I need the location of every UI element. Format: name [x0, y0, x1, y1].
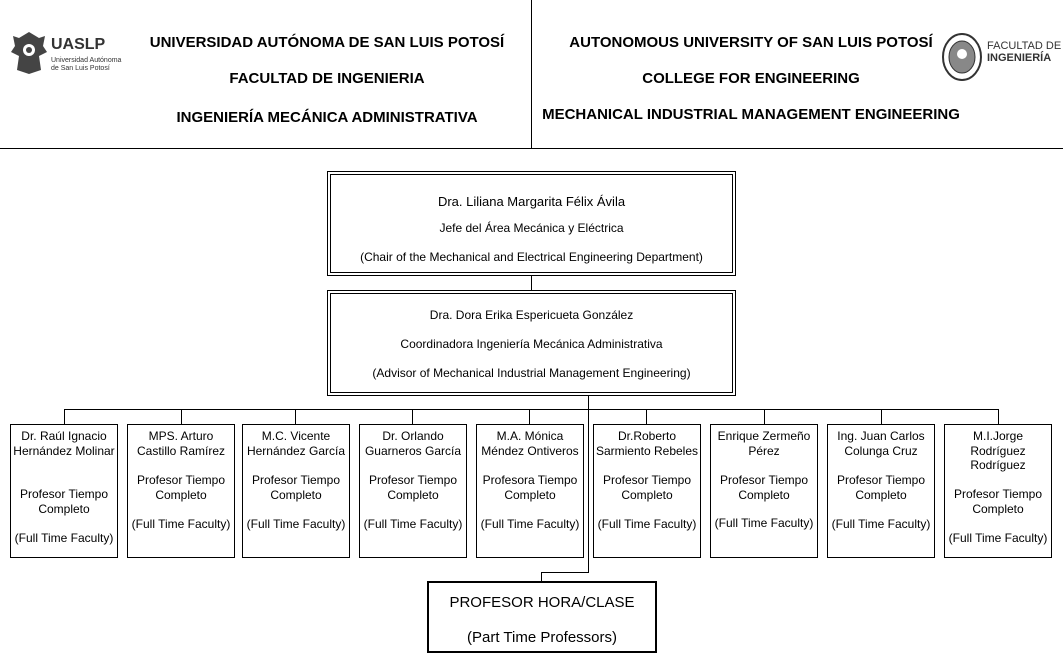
- uaslp-sub2: de San Luis Potosí: [51, 65, 110, 72]
- faculty-box-3: [242, 424, 350, 558]
- faculty-logo-line1: FACULTAD DE: [987, 40, 1062, 52]
- faculty-box-5: [476, 424, 584, 558]
- faculty-logo: [941, 32, 1062, 82]
- faculty-name: M.A. Mónica Méndez Ontiveros: [481, 429, 579, 458]
- faculty-box-2: [127, 424, 235, 558]
- connector-to-parttime-v2: [541, 572, 542, 581]
- faculty-name: M.I.Jorge Rodríguez Rodríguez: [970, 429, 1026, 472]
- faculty-role-en: (Full Time Faculty): [363, 517, 463, 531]
- faculty-role-en: (Full Time Faculty): [131, 517, 231, 531]
- faculty-seal-icon: [941, 32, 983, 82]
- chair-title-en: (Chair of the Mechanical and Electrical Engineering Department): [360, 250, 703, 264]
- advisor-name: Dra. Dora Erika Espericueta González: [429, 308, 634, 322]
- header-right-line-1: AUTONOMOUS UNIVERSITY OF SAN LUIS POTOSÍ: [569, 34, 933, 51]
- faculty-role: Profesor Tiempo Completo: [602, 473, 692, 502]
- faculty-role: Profesor Tiempo Completo: [136, 473, 226, 502]
- faculty-name: MPS. Arturo Castillo Ramírez: [136, 429, 226, 458]
- header-left-line-2: FACULTAD DE INGENIERIA: [229, 70, 425, 87]
- faculty-role: Profesor Tiempo Completo: [719, 473, 809, 502]
- faculty-name: Dr.Roberto Sarmiento Rebeles: [595, 429, 699, 458]
- faculty-role-en: (Full Time Faculty): [246, 517, 346, 531]
- header-divider: [531, 0, 532, 149]
- uaslp-logo: [9, 30, 129, 76]
- part-time-box: [427, 581, 657, 653]
- part-time-title: PROFESOR HORA/CLASE: [449, 594, 635, 611]
- connector-drop-3: [295, 409, 296, 424]
- connector-to-parttime-h: [541, 572, 589, 573]
- faculty-name: Dr. Raúl Ignacio Hernández Molinar: [13, 429, 115, 458]
- connector-drop-4: [412, 409, 413, 424]
- faculty-box-4: [359, 424, 467, 558]
- faculty-name: Ing. Juan Carlos Colunga Cruz: [837, 429, 925, 458]
- faculty-box-6: [593, 424, 701, 558]
- header-right-line-3: MECHANICAL INDUSTRIAL MANAGEMENT ENGINEERING: [542, 106, 960, 123]
- faculty-role-en: (Full Time Faculty): [714, 516, 814, 530]
- connector-to-parttime-v1: [588, 409, 589, 572]
- header-bottom-border: [0, 148, 1063, 149]
- uaslp-sub1: Universidad Autónoma: [51, 57, 122, 64]
- chair-name: Dra. Liliana Margarita Félix Ávila: [437, 194, 626, 209]
- connector-drop-1: [64, 409, 65, 424]
- faculty-role-en: (Full Time Faculty): [480, 517, 580, 531]
- faculty-role-en: (Full Time Faculty): [948, 531, 1048, 545]
- header-left-line-3: INGENIERÍA MECÁNICA ADMINISTRATIVA: [176, 109, 478, 126]
- chair-title: Jefe del Área Mecánica y Eléctrica: [439, 221, 624, 235]
- advisor-box: [327, 290, 736, 396]
- part-time-title-en: (Part Time Professors): [466, 629, 618, 646]
- faculty-box-1: [10, 424, 118, 558]
- connector-drop-5: [529, 409, 530, 424]
- connector-drop-6: [646, 409, 647, 424]
- faculty-role: Profesor Tiempo Completo: [251, 473, 341, 502]
- connector-chair-advisor: [531, 275, 532, 291]
- faculty-box-8: [827, 424, 935, 558]
- faculty-name: M.C. Vicente Hernández García: [246, 429, 346, 458]
- uaslp-shield-icon: [9, 30, 49, 76]
- connector-bus: [64, 409, 999, 410]
- faculty-role-en: (Full Time Faculty): [14, 531, 114, 545]
- faculty-logo-line2: INGENIERÍA: [987, 52, 1052, 64]
- faculty-box-7: [710, 424, 818, 558]
- faculty-role: Profesor Tiempo Completo: [953, 487, 1043, 516]
- connector-drop-2: [181, 409, 182, 424]
- advisor-title-en: (Advisor of Mechanical Industrial Management Engineering): [372, 366, 691, 380]
- faculty-role-en: (Full Time Faculty): [597, 517, 697, 531]
- faculty-role-en: (Full Time Faculty): [831, 517, 931, 531]
- advisor-title: Coordinadora Ingeniería Mecánica Administrativa: [400, 337, 663, 351]
- faculty-role: Profesor Tiempo Completo: [19, 487, 109, 516]
- header-right-line-2: COLLEGE FOR ENGINEERING: [642, 70, 860, 87]
- faculty-box-9: [944, 424, 1052, 558]
- faculty-name: Enrique Zermeño Pérez: [717, 429, 811, 458]
- uaslp-brand: UASLP: [51, 36, 106, 53]
- faculty-role: Profesor Tiempo Completo: [368, 473, 458, 502]
- faculty-role: Profesor Tiempo Completo: [836, 473, 926, 502]
- faculty-role: Profesora Tiempo Completo: [482, 473, 578, 502]
- header: [0, 0, 1063, 149]
- connector-drop-7: [764, 409, 765, 424]
- connector-advisor-bus: [588, 395, 589, 409]
- connector-drop-8: [881, 409, 882, 424]
- faculty-name: Dr. Orlando Guarneros García: [364, 429, 462, 458]
- connector-drop-9: [998, 409, 999, 424]
- chair-box: [327, 171, 736, 276]
- header-left-line-1: UNIVERSIDAD AUTÓNOMA DE SAN LUIS POTOSÍ: [149, 34, 505, 51]
